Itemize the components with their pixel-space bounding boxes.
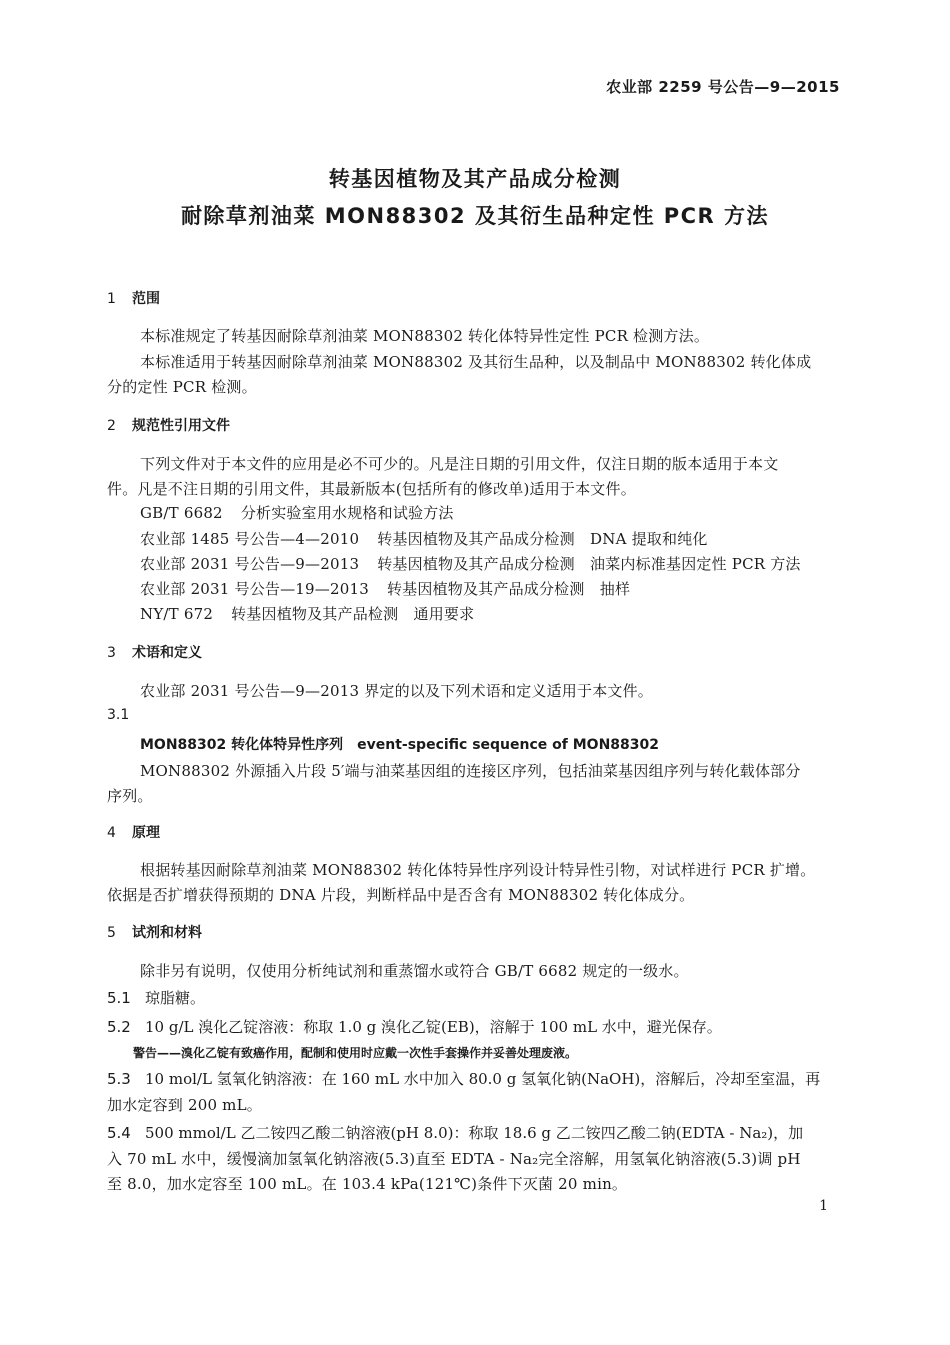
- term-definition: MON88302 外源插入片段 5′端与油菜基因组的连接区序列，包括油菜基因组序列与转化载体部分: [140, 762, 801, 780]
- reference-code: 农业部 2031 号公告—19—2013: [140, 580, 369, 598]
- title-line-1: 转基因植物及其产品成分检测: [328, 167, 622, 191]
- reference-name: 转基因植物及其产品成分检测 抽样: [386, 580, 631, 598]
- subclause-number: 3.1: [107, 707, 130, 723]
- paragraph-continuation: 加水定容到 200 mL。: [107, 1096, 262, 1114]
- list-item: [107, 1122, 803, 1143]
- section-title: 试剂和材料: [132, 925, 202, 941]
- section-number: 2: [107, 418, 116, 434]
- paragraph: 农业部 2031 号公告—9—2013 界定的以及下列术语和定义适用于本文件。: [140, 682, 653, 700]
- page-number: 1: [819, 1198, 828, 1214]
- item-text: 10 mol/L 氢氧化钠溶液：在 160 mL 水中加入 80.0 g 氢氧化钠(NaOH)，溶解后，冷却至室温，再: [145, 1070, 821, 1088]
- section-number: 5: [107, 925, 116, 941]
- paragraph: 除非另有说明，仅使用分析纯试剂和重蒸馏水或符合 GB/T 6682 规定的一级水。: [140, 962, 689, 980]
- item-text: 10 g/L 溴化乙锭溶液：称取 1.0 g 溴化乙锭(EB)，溶解于 100 mL 水中，避光保存。: [145, 1018, 722, 1036]
- list-item: [107, 987, 205, 1008]
- reference-name: 分析实验室用水规格和试验方法: [240, 504, 454, 522]
- paragraph: 本标准适用于转基因耐除草剂油菜 MON88302 及其衍生品种，以及制品中 MON88302 转化体成: [140, 353, 812, 371]
- section-title: 规范性引用文件: [132, 418, 230, 434]
- paragraph: 根据转基因耐除草剂油菜 MON88302 转化体特异性序列设计特异性引物，对试样进行 PCR 扩增。: [140, 861, 816, 879]
- reference-code: NY/T 672: [140, 605, 214, 623]
- section-heading-normative-references: [107, 415, 230, 435]
- item-text: 500 mmol/L 乙二铵四乙酸二钠溶液(pH 8.0)：称取 18.6 g 乙二铵四乙酸二钠(EDTA - Na₂)，加: [145, 1124, 804, 1142]
- reference-item: [140, 603, 474, 624]
- section-title: 范围: [132, 291, 160, 307]
- item-text: 琼脂糖。: [145, 989, 206, 1007]
- reference-code: 农业部 2031 号公告—9—2013: [140, 555, 360, 573]
- item-number: 5.3: [107, 1070, 131, 1088]
- reference-item: [140, 528, 708, 549]
- item-number: 5.4: [107, 1124, 131, 1142]
- section-title: 术语和定义: [132, 645, 202, 661]
- list-item: [107, 1016, 722, 1037]
- document-id: 农业部 2259 号公告—9—2015: [606, 78, 840, 96]
- section-heading-principle: [107, 822, 160, 842]
- item-number: 5.1: [107, 989, 131, 1007]
- paragraph-continuation: 入 70 mL 水中，缓慢滴加氢氧化钠溶液(5.3)直至 EDTA - Na₂完全溶解，用氢氧化钠溶液(5.3)调 pH: [107, 1150, 801, 1168]
- term-entry: MON88302 转化体特异性序列 event-specific sequence of MON88302: [140, 737, 659, 753]
- reference-item: [140, 553, 801, 574]
- paragraph-continuation: 件。凡是不注日期的引用文件，其最新版本(包括所有的修改单)适用于本文件。: [107, 480, 636, 498]
- reference-name: 转基因植物及其产品成分检测 油菜内标准基因定性 PCR 方法: [377, 555, 801, 573]
- section-number: 1: [107, 291, 116, 307]
- reference-name: 转基因植物及其产品成分检测 DNA 提取和纯化: [377, 530, 708, 548]
- reference-item: [140, 502, 454, 523]
- section-heading-scope: [107, 288, 160, 308]
- section-heading-terms-definitions: [107, 642, 202, 662]
- reference-code: GB/T 6682: [140, 504, 223, 522]
- paragraph: 本标准规定了转基因耐除草剂油菜 MON88302 转化体特异性定性 PCR 检测方法。: [140, 327, 710, 345]
- section-heading-reagents: [107, 922, 202, 942]
- reference-name: 转基因植物及其产品检测 通用要求: [231, 605, 475, 623]
- reference-item: [140, 578, 630, 599]
- paragraph-continuation: 分的定性 PCR 检测。: [107, 378, 257, 396]
- reference-code: 农业部 1485 号公告—4—2010: [140, 530, 360, 548]
- title-line-2: 耐除草剂油菜 MON88302 及其衍生品种定性 PCR 方法: [180, 204, 770, 228]
- list-item: [107, 1068, 820, 1089]
- item-number: 5.2: [107, 1018, 131, 1036]
- warning-note: 警告——溴化乙锭有致癌作用，配制和使用时应戴一次性手套操作并妥善处理废液。: [133, 1046, 578, 1060]
- paragraph-continuation: 依据是否扩增获得预期的 DNA 片段，判断样品中是否含有 MON88302 转化体成分。: [107, 886, 695, 904]
- paragraph: 下列文件对于本文件的应用是必不可少的。凡是注日期的引用文件，仅注日期的版本适用于本文: [140, 455, 779, 473]
- section-title: 原理: [132, 825, 160, 841]
- section-number: 4: [107, 825, 116, 841]
- paragraph-continuation: 序列。: [107, 787, 153, 805]
- paragraph-continuation: 至 8.0，加水定容至 100 mL。在 103.4 kPa(121℃)条件下灭菌 20 min。: [107, 1175, 628, 1193]
- section-number: 3: [107, 645, 116, 661]
